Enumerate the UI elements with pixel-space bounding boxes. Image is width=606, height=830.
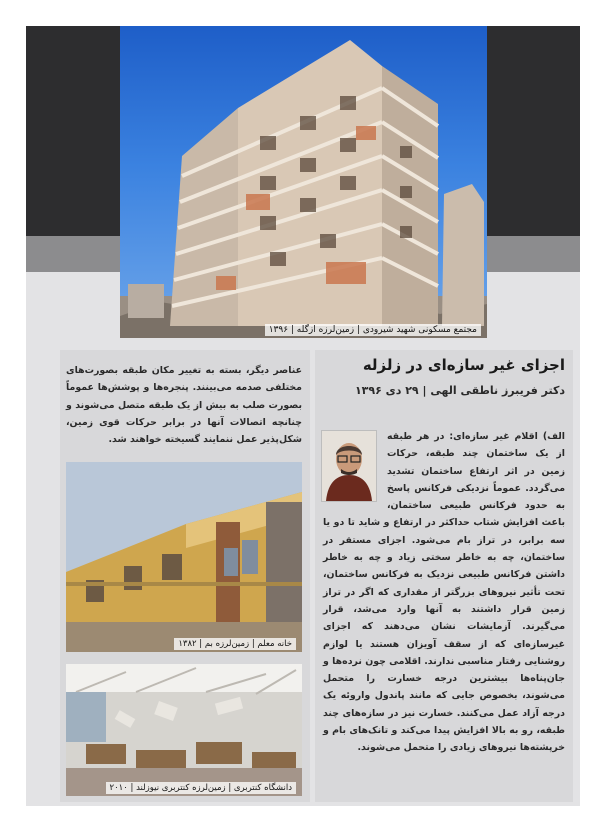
article-title: اجزای غیر سازه‌ای در زلزله: [362, 356, 565, 374]
article-body-left: عناصر دیگر، بسته به تغییر مکان طبقه بصورت‌های مختلفی صدمه می‌بینند. پنجره‌ها و پوشش‌ها عموماً بصورت صلب به بیش از یک طبقه متصل می‌شوند و چنانچه اتصالات آنها در برابر حرکات قوی زمین، شکل‌پذیر عمل ننمایند گسیخته خواهند شد.: [66, 365, 302, 446]
photo-bam: [66, 462, 302, 652]
portrait-spacer: [323, 428, 387, 498]
hero-photo: [120, 26, 487, 338]
article-column-left: [60, 350, 310, 802]
article-byline: دکتر فریبرز ناطقی الهی | ۲۹ دی ۱۳۹۶: [354, 384, 565, 397]
article-column-right: [315, 350, 573, 802]
collapsed-building-illustration: [120, 26, 487, 338]
photo-university-caption: دانشگاه کنتربری | زمین‌لرزه کنتربری نیوزلند | ۲۰۱۰: [106, 782, 296, 794]
photo-university: [66, 664, 302, 796]
collapsed-office-illustration: [66, 664, 302, 796]
article-body-right: [323, 428, 565, 757]
damaged-school-illustration: [66, 462, 302, 652]
photo-bam-caption: خانه معلم | زمین‌لرزه بم | ۱۳۸۲: [174, 638, 296, 650]
magazine-page: [26, 26, 580, 806]
section-label: الف) اقلام غیر سازه‌ای:: [449, 431, 566, 442]
hero-caption: مجتمع مسکونی شهید شیرودی | زمین‌لرزه ازگله | ۱۳۹۶: [265, 324, 481, 336]
article-paragraph: در هر طبقه از یک ساختمان چند طبقه، حرکات زمین در اثر ارتفاع ساختمان تشدید می‌گردد. عموماً نزدیکی فرکانس پاسخ به حدود فرکانس طبیعی ساختمان، باعث افزایش شتاب حداکثر در ارتفاع و شاید تا دو یا سه برابر، در تراز بام می‌شود. اجزای مستقر در ساختمان، چه به خاطر سختی زیاد و چه به خاطر داشتن فرکانس طبیعی نزدیک به فرکانس ساختمان، تحت تأثیر نیروهای بزرگتر از مقداری که اگر در تراز زمین قرار داشتند به آنها وارد می‌شد، قرار می‌گیرند. آزمایشات نشان می‌دهند که اجزای غیرسازه‌ای که از سقف آویزان هستند یا لوازم روشنایی رفتار مناسبی ندارند. اقلامی چون نرده‌ها و جان‌پناه‌ها بیشترین درجه خسارت را متحمل می‌شوند، بخصوص جایی که مانند پاندول واروئه یک درجه آزاد عمل می‌کنند. خسارت نیز در سازه‌های چند طبقه، رو به بالا افزایش پیدا می‌کند و تانک‌های بام و خرپشته‌ها نیروهای زیادی را متحمل می‌شوند.: [323, 431, 565, 754]
